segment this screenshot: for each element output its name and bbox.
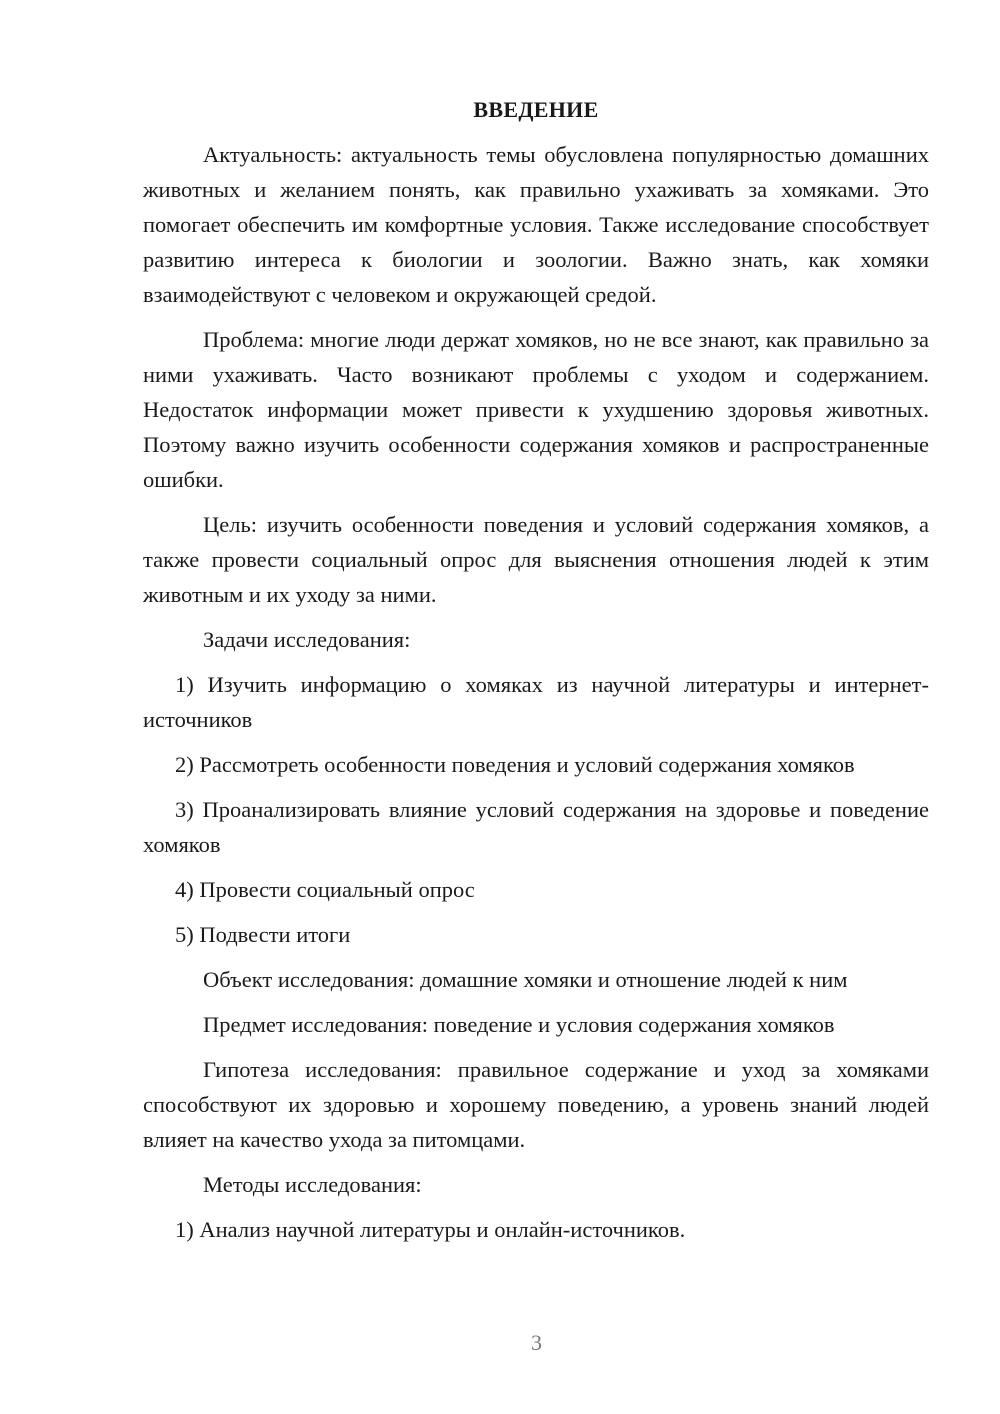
tasks-heading: Задачи исследования: (203, 627, 411, 652)
task-item: 1) Изучить информацию о хомяках из научной литературы и интернет-источников (143, 672, 929, 732)
methods-heading: Методы исследования: (203, 1172, 422, 1197)
task-item: 2) Рассмотреть особенности поведения и условий содержания хомяков (175, 752, 855, 777)
section-title: ВВЕДЕНИЕ (473, 97, 599, 122)
task-item: 3) Проанализировать влияние условий содержания на здоровье и поведение хомяков (143, 797, 929, 857)
task-item: 5) Подвести итоги (175, 922, 351, 947)
page-number: 3 (531, 1330, 542, 1355)
hypothesis-paragraph: Гипотеза исследования: правильное содержание и уход за хомяками способствуют их здоровью и хорошему поведению, а уровень знаний людей влияет на качество ухода за питомцами. (143, 1057, 929, 1152)
document-page (143, 92, 929, 1257)
method-item: 1) Анализ научной литературы и онлайн-источников. (175, 1217, 686, 1242)
relevance-paragraph: Актуальность: актуальность темы обусловлена популярностью домашних животных и желанием понять, как правильно ухаживать за хомяками. Это помогает обеспечить им комфортные условия. Также исследование способствует развитию интереса к биологии и зоологии. Важно знать, как хомяки взаимодействуют с человеком и окружающей средой. (143, 142, 929, 307)
object-paragraph: Объект исследования: домашние хомяки и отношение людей к ним (203, 967, 848, 992)
task-item: 4) Провести социальный опрос (175, 877, 475, 902)
subject-paragraph: Предмет исследования: поведение и условия содержания хомяков (203, 1012, 835, 1037)
problem-paragraph: Проблема: многие люди держат хомяков, но не все знают, как правильно за ними ухаживать. Часто возникают проблемы с уходом и содержанием. Недостаток информации может привести к ухудшению здоровья животных. Поэтому важно изучить особенности содержания хомяков и распространенные ошибки. (143, 327, 929, 492)
goal-paragraph: Цель: изучить особенности поведения и условий содержания хомяков, а также провести социальный опрос для выяснения отношения людей к этим животным и их уходу за ними. (143, 512, 929, 607)
